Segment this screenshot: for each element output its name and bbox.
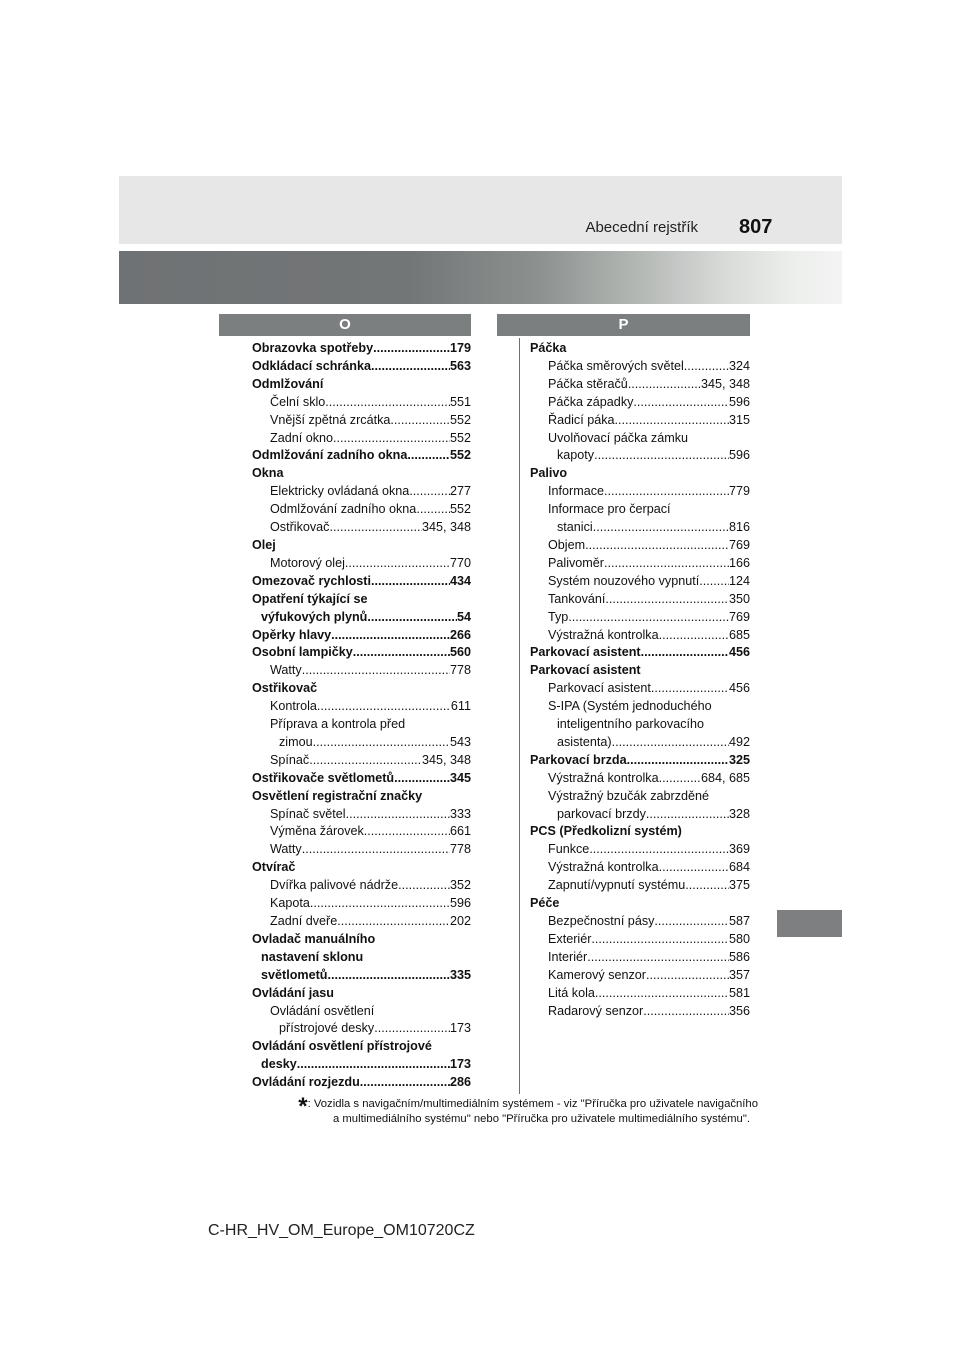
entry-page-ref: 560	[449, 645, 471, 660]
entry-page-ref: 356	[728, 1003, 750, 1018]
entry-page-ref: 173	[449, 1057, 471, 1072]
entry-term: Zapnutí/vypnutí systému	[548, 878, 686, 893]
index-entry	[252, 465, 471, 483]
entry-term: Péče	[530, 896, 560, 911]
entry-page-ref: 770	[449, 555, 471, 570]
entry-page-ref: 587	[728, 914, 750, 928]
entry-term: Odmlžování zadního okna	[270, 502, 417, 517]
entry-term: Watty	[270, 842, 302, 857]
entry-term: Spínač	[270, 752, 310, 767]
entry-page-ref: 345, 348	[700, 376, 750, 391]
index-subentry	[530, 573, 750, 591]
leader-dots	[346, 806, 450, 824]
entry-page-ref: 769	[728, 609, 750, 624]
leader-dots	[394, 770, 450, 788]
entry-term: Watty	[270, 663, 302, 678]
entry-term: Elektricky ovládaná okna	[270, 484, 410, 499]
leader-dots	[313, 734, 450, 752]
section-thumb-tab	[777, 910, 842, 937]
entry-term: Tankování	[548, 591, 606, 606]
entry-page-ref: 684, 685	[700, 770, 750, 785]
index-subentry	[530, 680, 750, 698]
leader-dots	[612, 734, 729, 752]
entry-term: Osobní lampičky	[252, 645, 353, 660]
leader-dots	[659, 770, 701, 788]
index-entry	[252, 591, 471, 609]
entry-page-ref: 596	[728, 394, 750, 409]
entry-page-ref: 778	[449, 842, 471, 857]
index-column-o	[252, 340, 471, 1092]
index-subentry	[252, 806, 471, 824]
entry-page-ref: 552	[449, 412, 471, 427]
index-subentry	[530, 627, 750, 645]
index-subentry	[530, 430, 750, 448]
index-entry	[252, 340, 471, 358]
entry-page-ref: 552	[449, 430, 471, 445]
leader-dots	[633, 394, 729, 412]
index-entry	[530, 465, 750, 483]
leader-dots	[595, 985, 729, 1003]
section-title: Abecední rejstřík	[585, 219, 698, 236]
column-divider	[519, 338, 520, 1094]
entry-term: Ovladač manuálního	[252, 931, 376, 946]
index-entry	[252, 573, 471, 591]
index-subentry	[530, 877, 750, 895]
entry-term: Odkládací schránka	[252, 358, 372, 373]
leader-dots	[297, 1056, 450, 1074]
index-entry	[530, 752, 750, 770]
entry-page-ref: 684	[728, 860, 750, 875]
entry-page-ref: 350	[728, 591, 750, 606]
entry-term: Informace pro čerpací	[548, 502, 671, 517]
leader-dots	[628, 376, 701, 394]
entry-term: Zadní okno	[270, 430, 334, 445]
index-subentry	[252, 519, 471, 537]
entry-page-ref: 611	[450, 699, 471, 714]
entry-term: Parkovací asistent	[548, 681, 651, 696]
entry-term: Výstražný bzučák zabrzděné	[548, 788, 710, 803]
index-subentry	[530, 949, 750, 967]
entry-page-ref: 778	[449, 663, 471, 678]
entry-term: Objem	[548, 537, 586, 552]
entry-term: Kontrola	[270, 699, 317, 714]
entry-term: Opěrky hlavy	[252, 627, 332, 642]
entry-term: Výstražná kontrolka	[548, 770, 659, 785]
entry-term: Bezpečnostní pásy	[548, 914, 655, 928]
entry-term: Řadicí páka	[548, 412, 615, 427]
entry-page-ref: 315	[728, 412, 750, 427]
footnote-text-1: : Vozidla s navigačním/multimediálním systémem - viz "Příručka pro uživatele navigačního	[307, 1098, 758, 1110]
index-subentry	[530, 859, 750, 877]
entry-page-ref: 552	[449, 502, 471, 517]
index-entry	[252, 949, 471, 967]
entry-page-ref: 335	[449, 967, 471, 982]
entry-term: stanici	[557, 520, 593, 535]
leader-dots	[331, 627, 450, 645]
index-subentry	[530, 716, 750, 734]
index-subentry	[252, 698, 471, 716]
entry-term: Omezovač rychlosti	[252, 573, 371, 588]
entry-term: Odmlžování zadního okna	[252, 448, 408, 463]
leader-dots	[310, 895, 450, 913]
index-entry	[252, 788, 471, 806]
index-subentry	[530, 788, 750, 806]
index-entry	[252, 967, 471, 985]
entry-term: Parkovací asistent	[530, 663, 641, 678]
index-subentry	[530, 967, 750, 985]
index-subentry	[252, 1003, 471, 1021]
entry-term: Zadní dveře	[270, 914, 338, 928]
entry-term: Odmlžování	[252, 376, 324, 391]
entry-page-ref: 345, 348	[421, 520, 471, 535]
entry-term: Parkovací brzda	[530, 752, 627, 767]
entry-term: Páčka západky	[548, 394, 634, 409]
index-column-p	[530, 340, 750, 1020]
entry-term: Ovládání osvětlení přístrojové	[252, 1039, 432, 1054]
index-subentry	[252, 662, 471, 680]
leader-dots	[685, 877, 729, 895]
leader-dots	[651, 680, 729, 698]
index-subentry	[252, 430, 471, 448]
entry-term: Uvolňovací páčka zámku	[548, 430, 688, 445]
entry-term: Výstražná kontrolka	[548, 860, 659, 875]
index-subentry	[252, 841, 471, 859]
entry-page-ref: 581	[728, 985, 750, 1000]
leader-dots	[587, 949, 729, 967]
index-entry	[252, 770, 471, 788]
entry-term: Výměna žárovek	[270, 824, 364, 839]
entry-term: parkovací brzdy	[557, 806, 646, 821]
index-subentry	[252, 394, 471, 412]
index-entry	[252, 644, 471, 662]
entry-term: světlometů	[261, 967, 328, 982]
entry-term: výfukových plynů	[261, 609, 368, 624]
document-code: C-HR_HV_OM_Europe_OM10720CZ	[208, 1222, 475, 1239]
entry-page-ref: 352	[449, 878, 471, 893]
entry-term: Kamerový senzor	[548, 967, 646, 982]
entry-page-ref: 333	[449, 806, 471, 821]
leader-dots	[604, 483, 729, 501]
entry-term: inteligentního parkovacího	[557, 717, 705, 732]
leader-dots	[568, 609, 729, 627]
leader-dots	[409, 483, 450, 501]
footnote	[223, 1093, 758, 1126]
entry-page-ref: 375	[728, 878, 750, 893]
entry-term: desky	[261, 1057, 297, 1072]
index-subentry	[530, 555, 750, 573]
index-subentry	[252, 483, 471, 501]
entry-page-ref: 456	[728, 645, 750, 660]
index-entry	[252, 931, 471, 949]
leader-dots	[374, 1020, 450, 1038]
index-subentry	[252, 823, 471, 841]
index-entry	[252, 376, 471, 394]
index-entry	[530, 823, 750, 841]
entry-term: Osvětlení registrační značky	[252, 788, 423, 803]
leader-dots	[594, 447, 729, 465]
index-subentry	[530, 447, 750, 465]
index-subentry	[530, 609, 750, 627]
index-entry	[530, 662, 750, 680]
leader-dots	[333, 430, 450, 448]
entry-term: Dvířka palivové nádrže	[270, 878, 399, 893]
entry-term: Ostřikovač	[270, 520, 330, 535]
entry-term: Kapota	[270, 896, 310, 911]
leader-dots	[593, 519, 729, 537]
leader-dots	[604, 555, 729, 573]
leader-dots	[302, 662, 450, 680]
index-subentry	[530, 734, 750, 752]
entry-page-ref: 325	[728, 752, 750, 767]
leader-dots	[684, 358, 729, 376]
leader-dots	[364, 823, 450, 841]
entry-page-ref: 286	[449, 1075, 471, 1090]
index-subentry	[530, 806, 750, 824]
entry-page-ref: 357	[728, 967, 750, 982]
index-entry	[252, 1038, 471, 1056]
index-subentry	[252, 877, 471, 895]
index-entry	[252, 985, 471, 1003]
leader-dots	[371, 358, 450, 376]
index-subentry	[530, 394, 750, 412]
entry-page-ref: 345	[449, 770, 471, 785]
footnote-marker: *	[298, 1093, 308, 1120]
index-entry	[530, 340, 750, 358]
entry-term: Ovládání rozjezdu	[252, 1075, 360, 1090]
index-subentry	[530, 376, 750, 394]
index-subentry	[530, 412, 750, 430]
entry-page-ref: 543	[449, 734, 471, 749]
entry-term: Palivo	[530, 466, 568, 481]
entry-page-ref: 596	[728, 448, 750, 463]
entry-page-ref: 328	[728, 806, 750, 821]
index-subentry	[252, 555, 471, 573]
leader-dots	[627, 752, 729, 770]
leader-dots	[371, 573, 450, 591]
entry-page-ref: 769	[728, 537, 750, 552]
index-subentry	[252, 1020, 471, 1038]
index-entry	[252, 1074, 471, 1092]
entry-term: Radarový senzor	[548, 1003, 644, 1018]
entry-term: Čelní sklo	[270, 394, 326, 409]
entry-page-ref: 779	[728, 484, 750, 499]
leader-dots	[398, 877, 450, 895]
leader-dots	[360, 1074, 450, 1092]
letter-header-p: P	[497, 314, 750, 336]
entry-term: Otvírač	[252, 860, 296, 875]
entry-page-ref: 580	[728, 931, 750, 946]
index-subentry	[252, 501, 471, 519]
entry-term: Ostřikovače světlometů	[252, 770, 395, 785]
leader-dots	[589, 841, 729, 859]
leader-dots	[585, 537, 729, 555]
leader-dots	[345, 555, 450, 573]
entry-term: Funkce	[548, 842, 590, 857]
index-subentry	[252, 716, 471, 734]
entry-page-ref: 586	[728, 949, 750, 964]
leader-dots	[328, 967, 450, 985]
entry-term: Olej	[252, 537, 276, 552]
leader-dots	[373, 340, 450, 358]
index-subentry	[530, 591, 750, 609]
index-subentry	[530, 358, 750, 376]
leader-dots	[390, 412, 450, 430]
entry-term: přístrojové desky	[279, 1021, 375, 1036]
index-subentry	[530, 698, 750, 716]
entry-term: kapoty	[557, 448, 595, 463]
index-subentry	[530, 501, 750, 519]
entry-term: Typ	[548, 609, 569, 624]
index-subentry	[252, 734, 471, 752]
entry-term: Páčka směrových světel	[548, 358, 684, 373]
index-subentry	[530, 931, 750, 949]
entry-page-ref: 124	[728, 573, 750, 588]
leader-dots	[337, 913, 450, 931]
index-subentry	[530, 841, 750, 859]
entry-term: zimou	[279, 734, 313, 749]
entry-term: Vnější zpětná zrcátka	[270, 412, 391, 427]
leader-dots	[591, 931, 729, 949]
index-entry	[252, 1056, 471, 1074]
index-entry	[252, 859, 471, 877]
page-number: 807	[739, 216, 773, 238]
leader-dots	[699, 573, 729, 591]
entry-term: Výstražná kontrolka	[548, 627, 659, 642]
entry-term: Páčka	[530, 341, 567, 355]
index-subentry	[252, 752, 471, 770]
index-entry	[530, 895, 750, 913]
entry-term: Palivoměr	[548, 555, 604, 570]
leader-dots	[317, 698, 451, 716]
entry-page-ref: 277	[449, 484, 471, 499]
entry-page-ref: 166	[728, 555, 750, 570]
index-subentry	[252, 412, 471, 430]
index-entry	[252, 609, 471, 627]
index-subentry	[530, 483, 750, 501]
index-subentry	[530, 770, 750, 788]
entry-term: Příprava a kontrola před	[270, 717, 406, 732]
entry-term: Obrazovka spotřeby	[252, 341, 374, 355]
entry-term: Systém nouzového vypnutí	[548, 573, 700, 588]
letter-header-o: O	[219, 314, 471, 336]
entry-page-ref: 596	[449, 896, 471, 911]
entry-term: Litá kola	[548, 985, 595, 1000]
entry-page-ref: 369	[728, 842, 750, 857]
entry-term: nastavení sklonu	[261, 949, 364, 964]
index-subentry	[530, 985, 750, 1003]
entry-page-ref: 563	[449, 358, 471, 373]
leader-dots	[643, 1003, 729, 1021]
index-subentry	[530, 913, 750, 931]
leader-dots	[659, 859, 729, 877]
entry-term: Okna	[252, 466, 284, 481]
entry-page-ref: 345, 348	[421, 752, 471, 767]
entry-page-ref: 492	[728, 734, 750, 749]
entry-page-ref: 551	[449, 394, 471, 409]
decorative-gradient-bar	[119, 251, 842, 304]
entry-term: Exteriér	[548, 931, 592, 946]
entry-term: Ostřikovač	[252, 681, 318, 696]
index-subentry	[252, 895, 471, 913]
entry-term: Motorový olej	[270, 555, 345, 570]
entry-page-ref: 324	[728, 358, 750, 373]
entry-term: Informace	[548, 484, 604, 499]
footnote-line-2: a multimediálního systému" nebo "Příručka pro uživatele multimediálního systému".	[332, 1113, 750, 1125]
index-subentry	[252, 913, 471, 931]
index-entry	[252, 680, 471, 698]
leader-dots	[353, 644, 450, 662]
entry-page-ref: 456	[728, 681, 750, 696]
entry-term: Parkovací asistent	[530, 645, 641, 660]
leader-dots	[416, 501, 450, 519]
leader-dots	[646, 967, 729, 985]
header-band	[119, 176, 842, 244]
leader-dots	[641, 644, 729, 662]
entry-page-ref: 202	[449, 914, 471, 928]
entry-page-ref: 179	[449, 341, 471, 355]
index-subentry	[530, 1003, 750, 1021]
entry-page-ref: 552	[449, 448, 471, 463]
entry-page-ref: 661	[449, 824, 471, 839]
leader-dots	[302, 841, 450, 859]
leader-dots	[329, 519, 421, 537]
index-entry	[530, 644, 750, 662]
index-entry	[252, 358, 471, 376]
index-entry	[252, 447, 471, 465]
entry-term: Ovládání osvětlení	[270, 1003, 375, 1018]
leader-dots	[615, 412, 729, 430]
entry-term: Spínač světel	[270, 806, 346, 821]
entry-term: Páčka stěračů	[548, 376, 628, 391]
leader-dots	[605, 591, 729, 609]
entry-page-ref: 266	[449, 627, 471, 642]
entry-page-ref: 434	[449, 573, 471, 588]
entry-term: S-IPA (Systém jednoduchého	[548, 699, 712, 714]
index-entry	[252, 537, 471, 555]
entry-term: Ovládání jasu	[252, 985, 334, 1000]
entry-term: Opatření týkající se	[252, 591, 368, 606]
entry-term: Interiér	[548, 949, 588, 964]
entry-page-ref: 173	[449, 1021, 471, 1036]
index-entry	[252, 627, 471, 645]
entry-term: asistenta)	[557, 734, 612, 749]
leader-dots	[646, 806, 729, 824]
leader-dots	[407, 447, 450, 465]
leader-dots	[309, 752, 422, 770]
index-subentry	[530, 519, 750, 537]
entry-page-ref: 685	[728, 627, 750, 642]
entry-page-ref: 54	[456, 609, 471, 624]
index-subentry	[530, 537, 750, 555]
leader-dots	[367, 609, 457, 627]
leader-dots	[654, 913, 729, 931]
entry-page-ref: 816	[728, 520, 750, 535]
leader-dots	[659, 627, 729, 645]
leader-dots	[325, 394, 450, 412]
entry-term: PCS (Předkolizní systém)	[530, 824, 682, 839]
